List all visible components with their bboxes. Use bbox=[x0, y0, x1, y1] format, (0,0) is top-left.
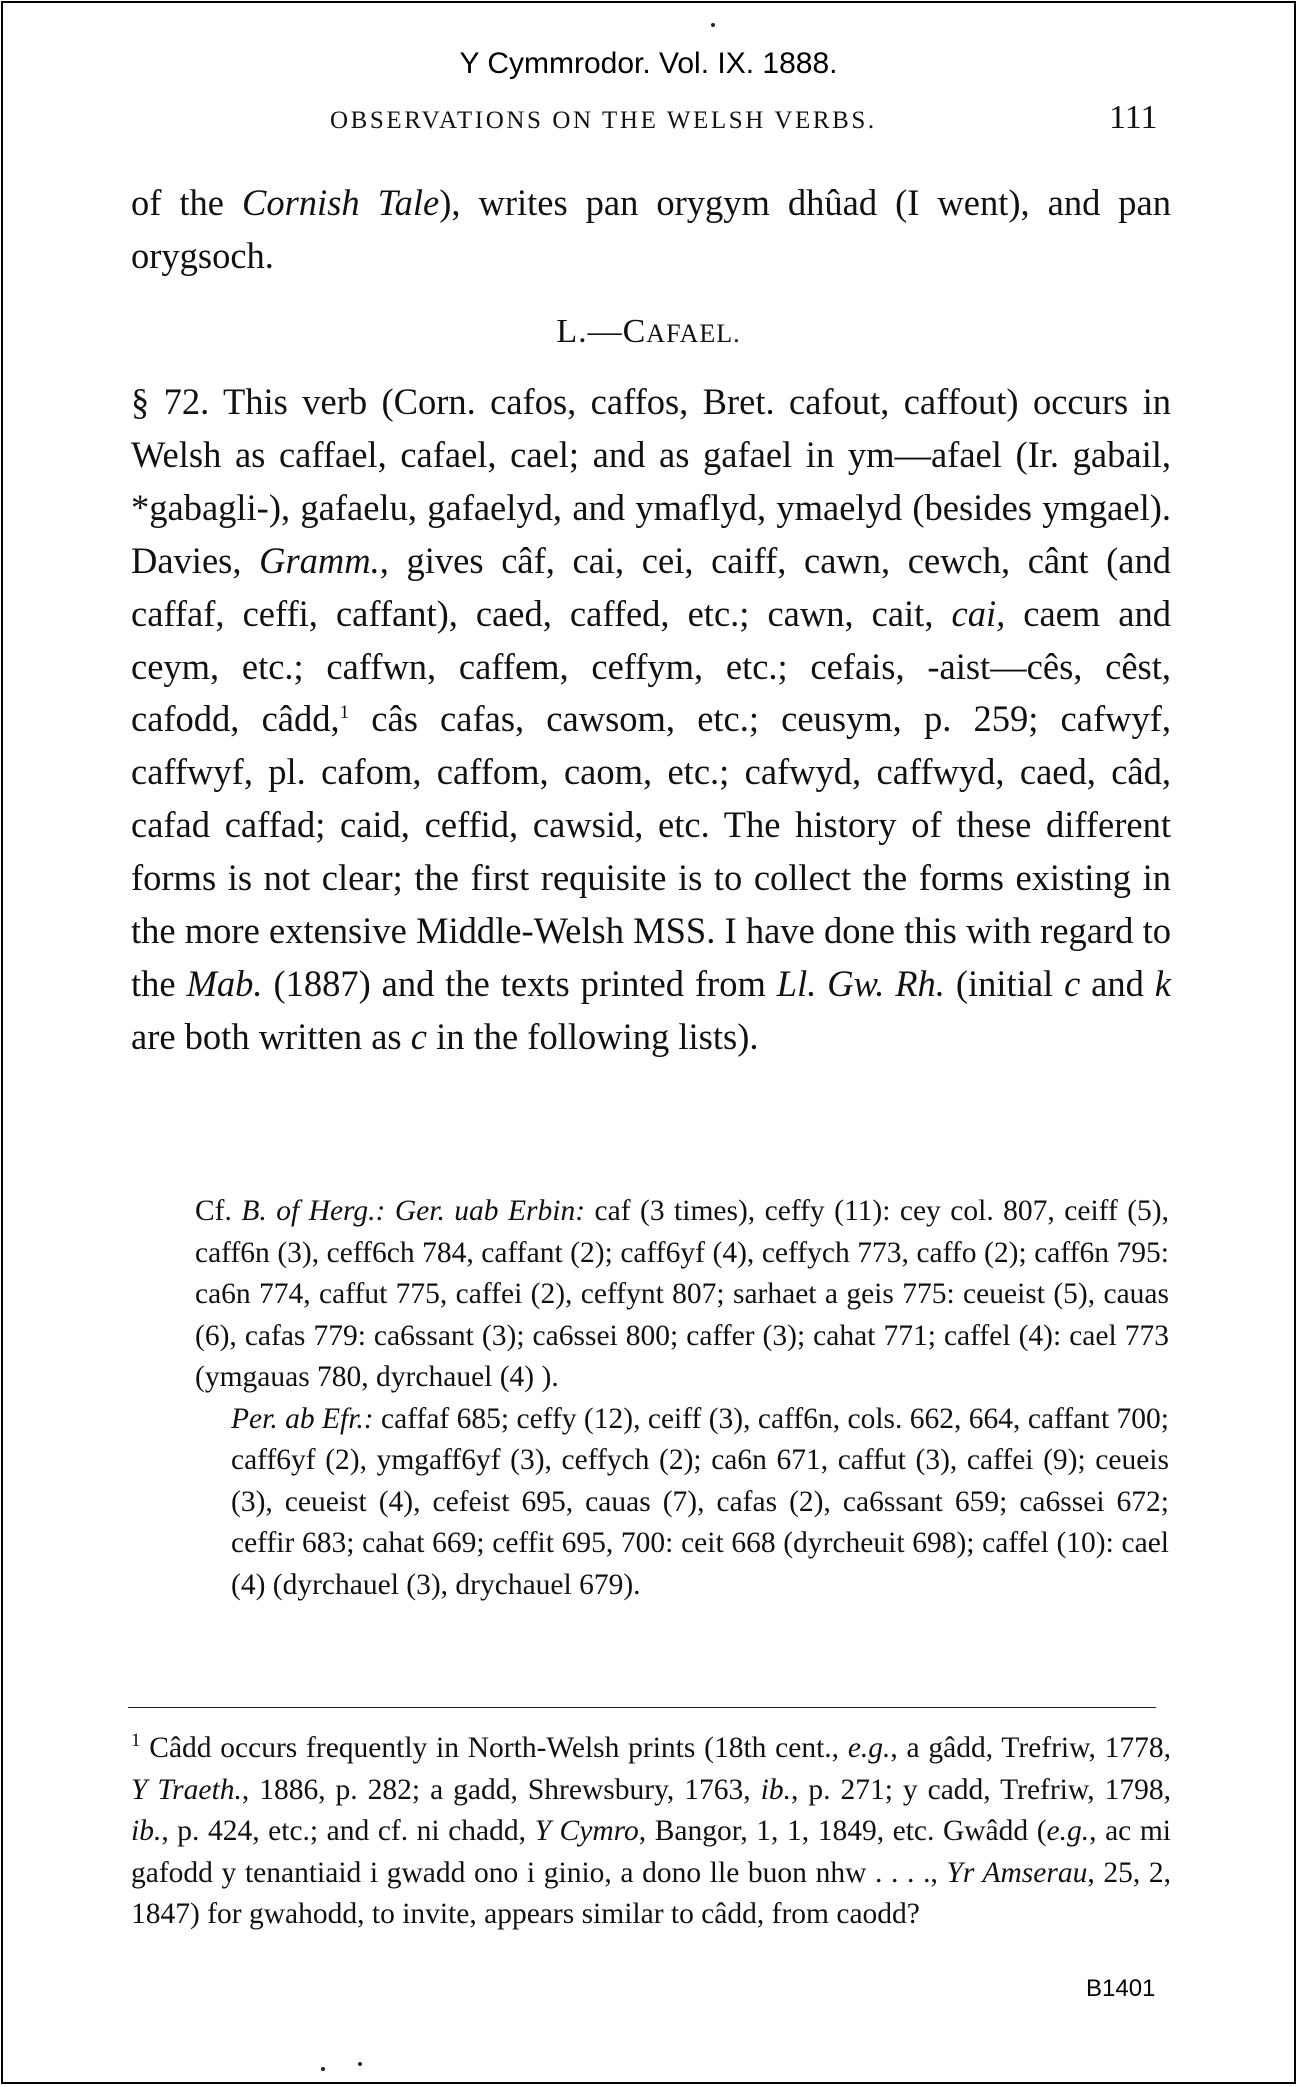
footnote-italic1: e.g. bbox=[847, 1732, 891, 1764]
paragraph-part8: are both written as bbox=[131, 1015, 411, 1057]
section-heading bbox=[3, 313, 1294, 351]
footnote-text2: , a gâdd, Trefriw, 1778, bbox=[890, 1732, 1171, 1764]
journal-title: Y Cymmrodor. Vol. IX. 1888. bbox=[459, 47, 838, 80]
footnote bbox=[131, 1728, 1171, 1936]
paragraph-italic2: cai, bbox=[951, 592, 1006, 634]
opening-text-part1: of the bbox=[131, 182, 242, 223]
opening-text bbox=[131, 177, 1171, 283]
catalog-id: B1401 bbox=[1086, 1975, 1156, 2002]
footnote-text3: , 1886, p. 282; a gadd, Shrewsbury, 1763, bbox=[241, 1773, 761, 1806]
running-head: OBSERVATIONS ON THE WELSH VERBS. bbox=[330, 107, 877, 134]
scanned-page bbox=[1, 1, 1296, 2084]
cf-herg-text: caf (3 times), ceffy (11): cey col. 807, ceiff (5), caff6n (3), ceff6ch 784, caffant (2); caff6yf (4), ceffych 773, caffo (2); caff6n 795: ca6n 774, caffut 775, caffei (2), ceffynt 807; sarhaet a geis 775: ceueist (5), cauas (6), cafas 779: ca6ssant (3); ca6ssei 800; caffer (3); cahat 771; caffel (4): cael 773 (ymgauas 780, dyrchauel (4) ). bbox=[195, 1195, 1170, 1393]
footnote-italic2: Y Traeth. bbox=[131, 1773, 242, 1806]
cf-per-paragraph bbox=[195, 1399, 1169, 1607]
footnote-text7: , ac mi gafodd y tenantiaid i gwadd ono i ginio, a dono lle buon nhw . . . ., bbox=[131, 1815, 1171, 1889]
paragraph-part1: § 72. This verb (Corn. cafos, caffos, Bret. cafout, caffout) occurs in Welsh as caffael, cafael, cael; and as gafael in ym—afael (Ir. gabail, *gabagli-), gafaelu, gafaelyd, and ymaflyd, ymaelyd (besides ymgael). Davies, bbox=[131, 381, 1171, 581]
cf-lead-italic: B. of Herg.: Ger. uab Erbin: bbox=[241, 1195, 586, 1227]
footnote-text6: , Bangor, 1, 1, 1849, etc. Gwâdd ( bbox=[638, 1815, 1047, 1847]
footnote-text4: , p. 271; y cadd, Trefriw, 1798, bbox=[790, 1773, 1172, 1806]
cf-block bbox=[195, 1191, 1169, 1606]
section-heading-smallcaps: AFAEL. bbox=[646, 319, 741, 348]
paragraph-italic5: Ll. Gw. Rh. bbox=[776, 962, 945, 1004]
paragraph-part7: and bbox=[1080, 962, 1155, 1004]
paragraph-part2: , gives câf, cai, cei, caiff, cawn, cewch, cânt (and caffaf, ceffi, caffant), caed, caffed, etc.; cawn, cait, bbox=[131, 539, 1171, 634]
paragraph-part6: (initial bbox=[944, 962, 1065, 1004]
footnote-text1: Câdd occurs frequently in North-Welsh prints (18th cent., bbox=[140, 1732, 848, 1764]
footnote-italic7: Yr Amserau bbox=[946, 1856, 1088, 1889]
cf-herg-paragraph bbox=[195, 1191, 1169, 1399]
footnote-italic3: ib. bbox=[760, 1773, 791, 1806]
cf-per-text: caffaf 685; ceffy (12), ceiff (3), caff6n, cols. 662, 664, caffant 700; caff6yf (2), ymgaff6yf (3), ceffych (2); ca6n 671, caffut (3), caffei (9); ceueis (3), ceueist (4), cefeist 695, cauas (7), cafas (2), ca6ssant 659; ca6ssei 672; ceffir 683; cahat 669; ceffit 695, 700: ceit 668 (dyrcheuit 698); caffel (10): cael (4) (dyrchauel (3), drychauel 679). bbox=[231, 1402, 1169, 1601]
paragraph-part4: câs cafas, cawsom, etc.; ceusym, p. 259; cafwyf, caffwyf, pl. cafom, caffom, caom, etc.; cafwyd, caffwyd, caed, câd, cafad caffad; caid, ceffid, cawsid, etc. The history of these different forms is not clear; the first requisite is to collect the forms existing in the more extensive Middle-Welsh MSS. I have done this with regard to the bbox=[131, 698, 1171, 1004]
footnote-mark: 1 bbox=[131, 1730, 141, 1752]
paragraph-part5: (1887) and the texts printed from bbox=[262, 962, 777, 1004]
speck-bottom-left bbox=[321, 2067, 325, 2071]
footnote-italic6: e.g. bbox=[1046, 1815, 1090, 1847]
footnote-italic5: Y Cymro bbox=[534, 1815, 639, 1847]
paragraph-italic-k: k bbox=[1154, 962, 1171, 1004]
paragraph-part9: in the following lists). bbox=[426, 1015, 759, 1057]
paragraph-italic1: Gramm. bbox=[259, 539, 380, 581]
paragraph-italic-c2: c bbox=[410, 1015, 427, 1057]
cf-per-italic: Per. ab Efr.: bbox=[231, 1402, 374, 1435]
cf-lead: Cf. bbox=[195, 1195, 242, 1227]
section-heading-prefix: L.—C bbox=[556, 313, 647, 350]
footnote-divider bbox=[128, 1707, 1156, 1708]
speck-top bbox=[711, 23, 715, 27]
footnote-text8: , 25, 2, 1847) for gwahodd, to invite, appears similar to câdd, from caodd? bbox=[131, 1856, 1172, 1930]
opening-text-italic: Cornish Tale bbox=[242, 182, 440, 223]
footnote-text5: , p. 424, etc.; and cf. ni chadd, bbox=[161, 1815, 535, 1847]
speck-bottom-right bbox=[358, 2062, 362, 2066]
opening-text-part2: ), writes pan orygym dhûad (I went), and pan orygsoch. bbox=[131, 182, 1172, 276]
footnote-reference-mark: 1 bbox=[339, 702, 350, 724]
paragraph-italic4: Mab. bbox=[186, 962, 263, 1004]
section-paragraph bbox=[131, 376, 1171, 1064]
page-number: 111 bbox=[1109, 99, 1158, 136]
paragraph-italic-c: c bbox=[1064, 962, 1081, 1004]
paragraph-part3: caem and ceym, etc.; caffwn, caffem, ceffym, etc.; cefais, -aist—cês, cêst, cafodd, câdd, bbox=[131, 592, 1172, 740]
footnote-italic4: ib. bbox=[131, 1815, 162, 1847]
